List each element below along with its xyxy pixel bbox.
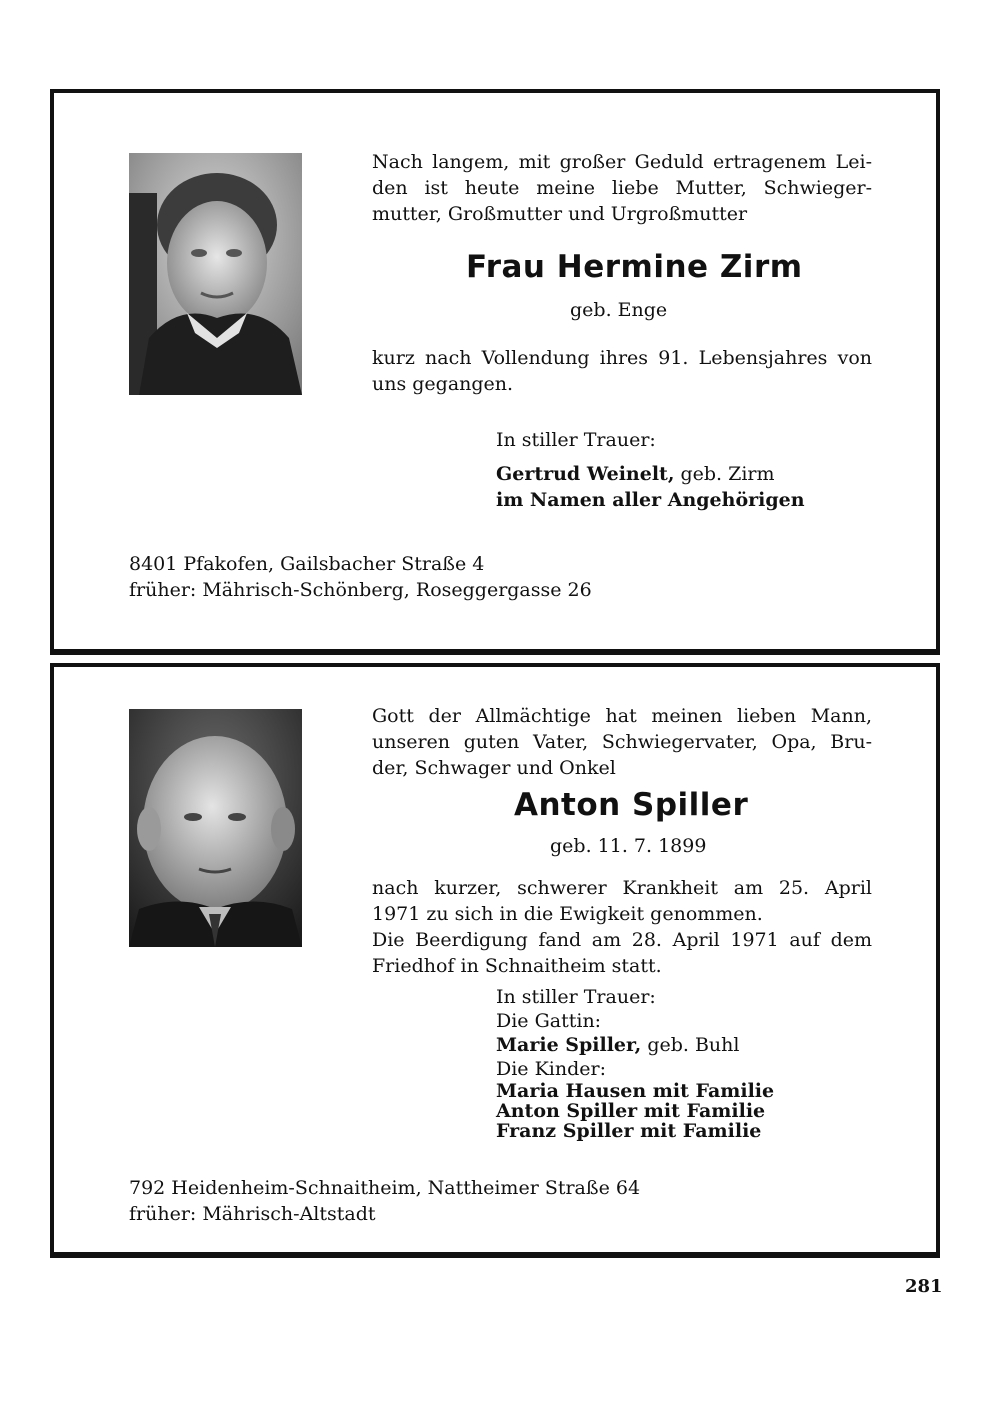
birth-name: geb. Enge — [570, 299, 668, 321]
birth-date: geb. 11. 7. 1899 — [550, 835, 707, 857]
body-line: kurz nach Vollendung ihres 91. Lebensjahres von — [372, 347, 872, 369]
funeral-line: Die Beerdigung fand am 28. April 1971 auf dem — [372, 929, 872, 951]
body-line: 1971 zu sich in die Ewigkeit genommen. — [372, 903, 763, 925]
mourner-suffix: geb. Zirm — [680, 463, 775, 485]
deceased-name: Frau Hermine Zirm — [466, 249, 803, 285]
notice1-intro — [372, 149, 872, 227]
mourner-line: im Namen aller Angehörigen — [496, 489, 805, 511]
deceased-name: Anton Spiller — [514, 787, 749, 823]
notice2-mourners — [496, 985, 774, 1141]
intro-line: unseren guten Vater, Schwiegervater, Opa, Bru- — [372, 731, 872, 753]
child-line: Maria Hausen mit Familie — [496, 1080, 775, 1102]
intro-line: den ist heute meine liebe Mutter, Schwieger- — [372, 177, 872, 199]
address-line: früher: Mährisch-Schönberg, Roseggergasse 26 — [129, 579, 592, 601]
notice1-address — [129, 551, 592, 603]
portrait-photo-anton-spiller — [129, 709, 302, 947]
portrait-photo-man-image — [129, 709, 302, 947]
notice2-address — [129, 1175, 640, 1227]
children-label: Die Kinder: — [496, 1058, 606, 1080]
spouse-name: Marie Spiller, — [496, 1034, 642, 1056]
notice2-intro — [372, 703, 872, 781]
spouse-label: Die Gattin: — [496, 1010, 602, 1032]
address-line: 792 Heidenheim-Schnaitheim, Nattheimer Straße 64 — [129, 1177, 641, 1199]
child-line: Franz Spiller mit Familie — [496, 1120, 762, 1142]
body-line: uns gegangen. — [372, 373, 514, 395]
notice2-funeral — [372, 927, 872, 979]
spouse-line — [496, 1033, 774, 1057]
child-line: Anton Spiller mit Familie — [496, 1100, 766, 1122]
notice2-body — [372, 875, 872, 927]
notice1-body — [372, 345, 872, 397]
portrait-photo-hermine-zirm — [129, 153, 302, 395]
intro-line: Nach langem, mit großer Geduld ertragenem Lei- — [372, 151, 872, 173]
intro-line: der, Schwager und Onkel — [372, 757, 616, 779]
spouse-suffix: geb. Buhl — [647, 1034, 740, 1056]
mourner-name: Gertrud Weinelt, — [496, 463, 675, 485]
address-line: 8401 Pfakofen, Gailsbacher Straße 4 — [129, 553, 485, 575]
funeral-line: Friedhof in Schnaitheim statt. — [372, 955, 662, 977]
intro-line: mutter, Großmutter und Urgroßmutter — [372, 203, 748, 225]
address-line: früher: Mährisch-Altstadt — [129, 1203, 376, 1225]
body-line: nach kurzer, schwerer Krankheit am 25. April — [372, 877, 872, 899]
mourning-label: In stiller Trauer: — [496, 429, 656, 451]
mourning-label: In stiller Trauer: — [496, 986, 656, 1008]
intro-line: Gott der Allmächtige hat meinen lieben Mann, — [372, 705, 872, 727]
page-number: 281 — [905, 1276, 943, 1297]
mourner-line — [496, 461, 775, 487]
obituary-notice-zirm — [50, 89, 940, 655]
portrait-photo-woman-image — [129, 153, 302, 395]
obituary-notice-spiller — [50, 663, 940, 1258]
